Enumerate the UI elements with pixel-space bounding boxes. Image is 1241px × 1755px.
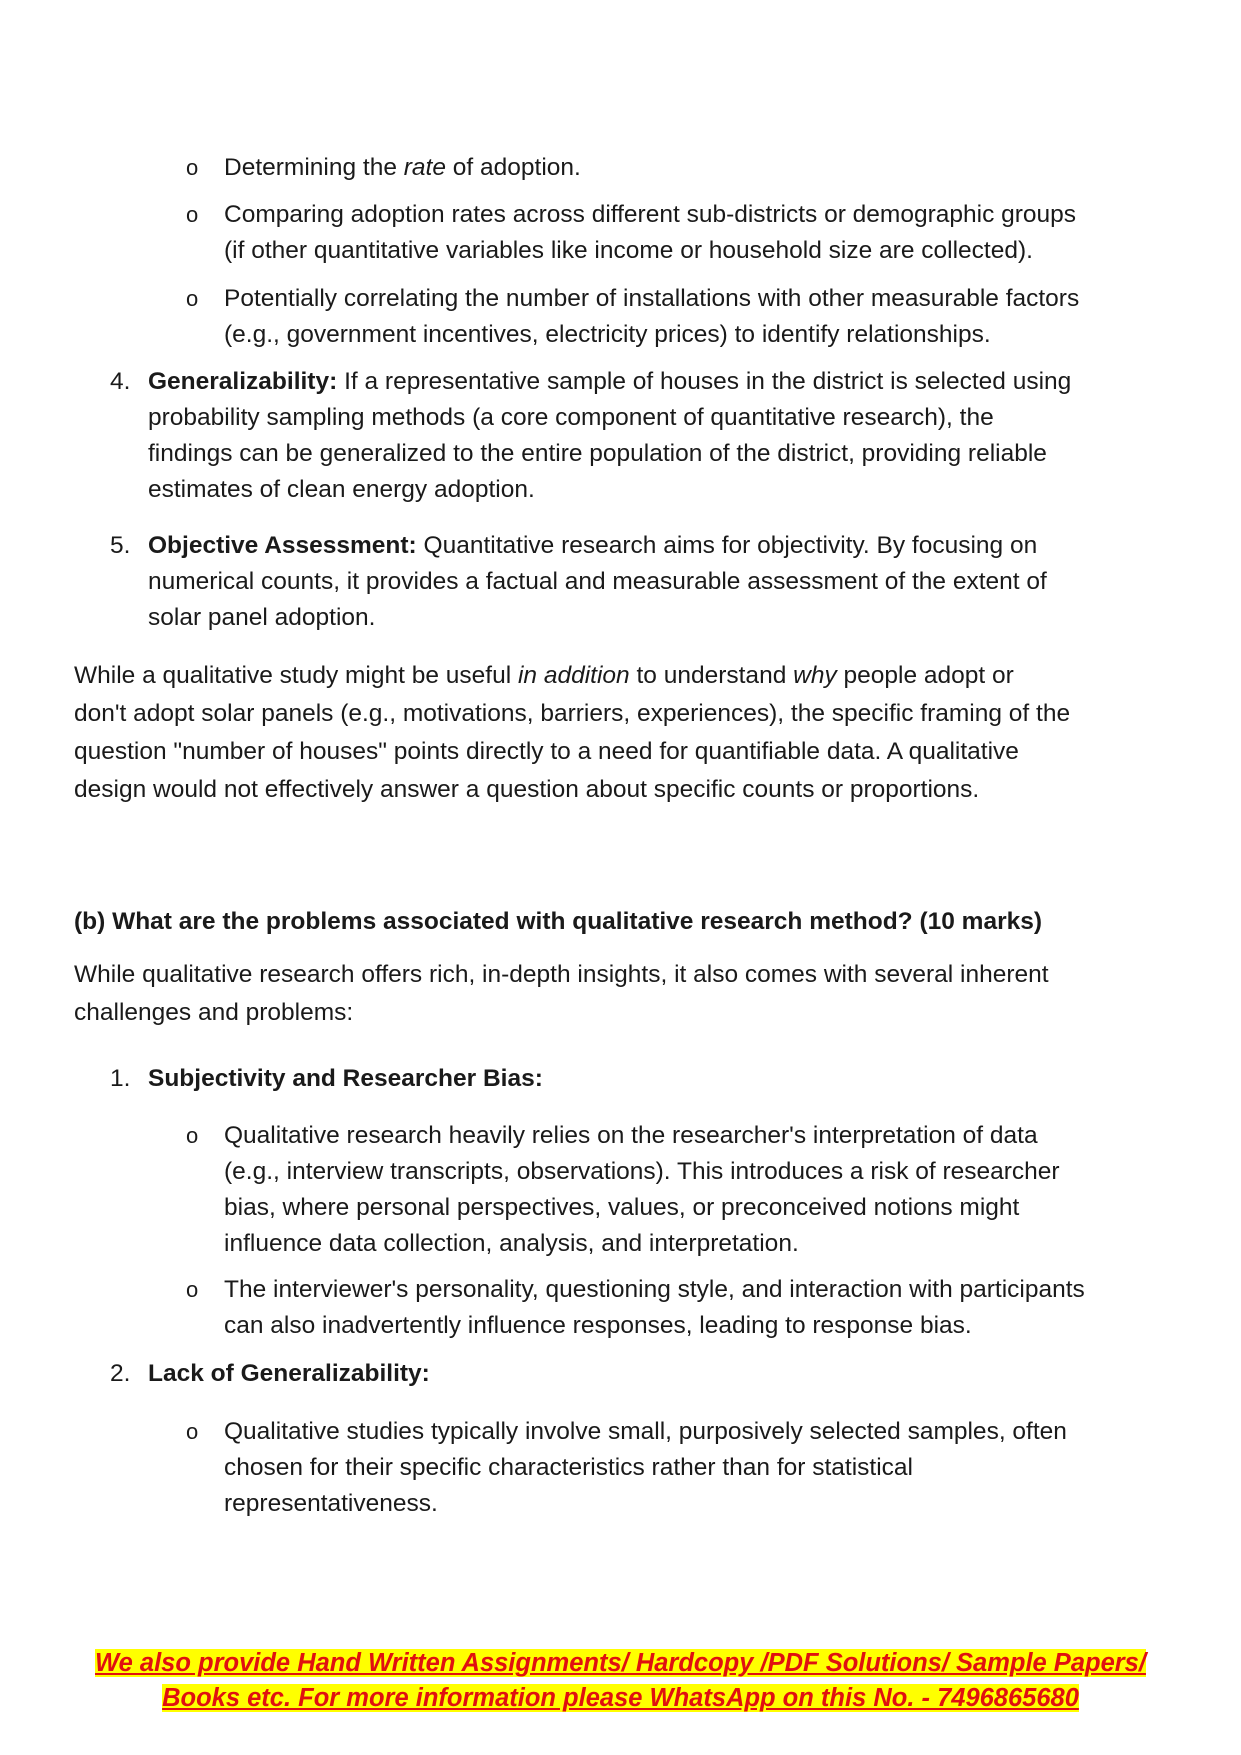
bullet-marker: o xyxy=(186,155,199,180)
bullet-marker: o xyxy=(186,1123,199,1148)
bullet-marker: o xyxy=(186,1419,199,1444)
item-label: Generalizability: xyxy=(148,368,338,395)
item-label: Objective Assessment: xyxy=(148,532,417,559)
bullet-marker: o xyxy=(186,286,199,311)
closing-paragraph: While a qualitative study might be useful in addition to understand why people adopt or don't adopt solar panels (e.g., motivations, barriers, experiences), the specific framing of the question "number of houses" points directly to a need for quantifiable data. A qualitative design would not effectively answer a question about specific counts or proportions. xyxy=(74,662,1071,803)
section-b-intro: While qualitative research offers rich, in-depth insights, it also comes with several inherent challenges and problems: xyxy=(74,961,1049,1026)
bullet-text: Comparing adoption rates across different sub-districts or demographic groups (if other quantitative variables like income or household size are collected). xyxy=(224,201,1077,264)
item-text: Generalizability: If a representative sample of houses in the district is selected using probability sampling methods (a core component of quantitative research), the findings can be generalized to the entire population of the district, providing reliable estimates of clean energy adoption. xyxy=(148,368,1072,503)
bullet-marker: o xyxy=(186,202,199,227)
bullet-text: The interviewer's personality, questioning style, and interaction with participants can also inadvertently influence responses, leading to response bias. xyxy=(224,1276,1085,1339)
item-number: 1. xyxy=(110,1065,131,1092)
footer-promo xyxy=(60,1646,1181,1716)
footer-line-2: Books etc. For more information please WhatsApp on this No. - 7496865680 xyxy=(162,1684,1079,1712)
item-text: Objective Assessment: Quantitative research aims for objectivity. By focusing on numerical counts, it provides a factual and measurable assessment of the extent of solar panel adoption. xyxy=(148,532,1047,631)
item-number: 2. xyxy=(110,1360,131,1387)
footer-line-1: We also provide Hand Written Assignments/ Hardcopy /PDF Solutions/ Sample Papers/ xyxy=(95,1649,1146,1677)
bullet-marker: o xyxy=(186,1277,199,1302)
section-b-heading: (b) What are the problems associated with qualitative research method? (10 marks) xyxy=(74,908,1043,935)
bullet-text: Determining the rate of adoption. xyxy=(224,154,581,181)
item-label: Subjectivity and Researcher Bias: xyxy=(148,1065,543,1092)
item-number: 4. xyxy=(110,368,131,395)
bullet-text: Qualitative research heavily relies on the researcher's interpretation of data (e.g., interview transcripts, observations). This introduces a risk of researcher bias, where personal perspectives, values, or preconceived notions might influence data collection, analysis, and interpretation. xyxy=(224,1122,1060,1257)
item-number: 5. xyxy=(110,532,131,559)
bullet-text: Potentially correlating the number of installations with other measurable factors (e.g., government incentives, electricity prices) to identify relationships. xyxy=(224,285,1080,348)
item-label: Lack of Generalizability: xyxy=(148,1360,430,1387)
bullet-text: Qualitative studies typically involve small, purposively selected samples, often chosen for their specific characteristics rather than for statistical representativeness. xyxy=(224,1418,1067,1517)
